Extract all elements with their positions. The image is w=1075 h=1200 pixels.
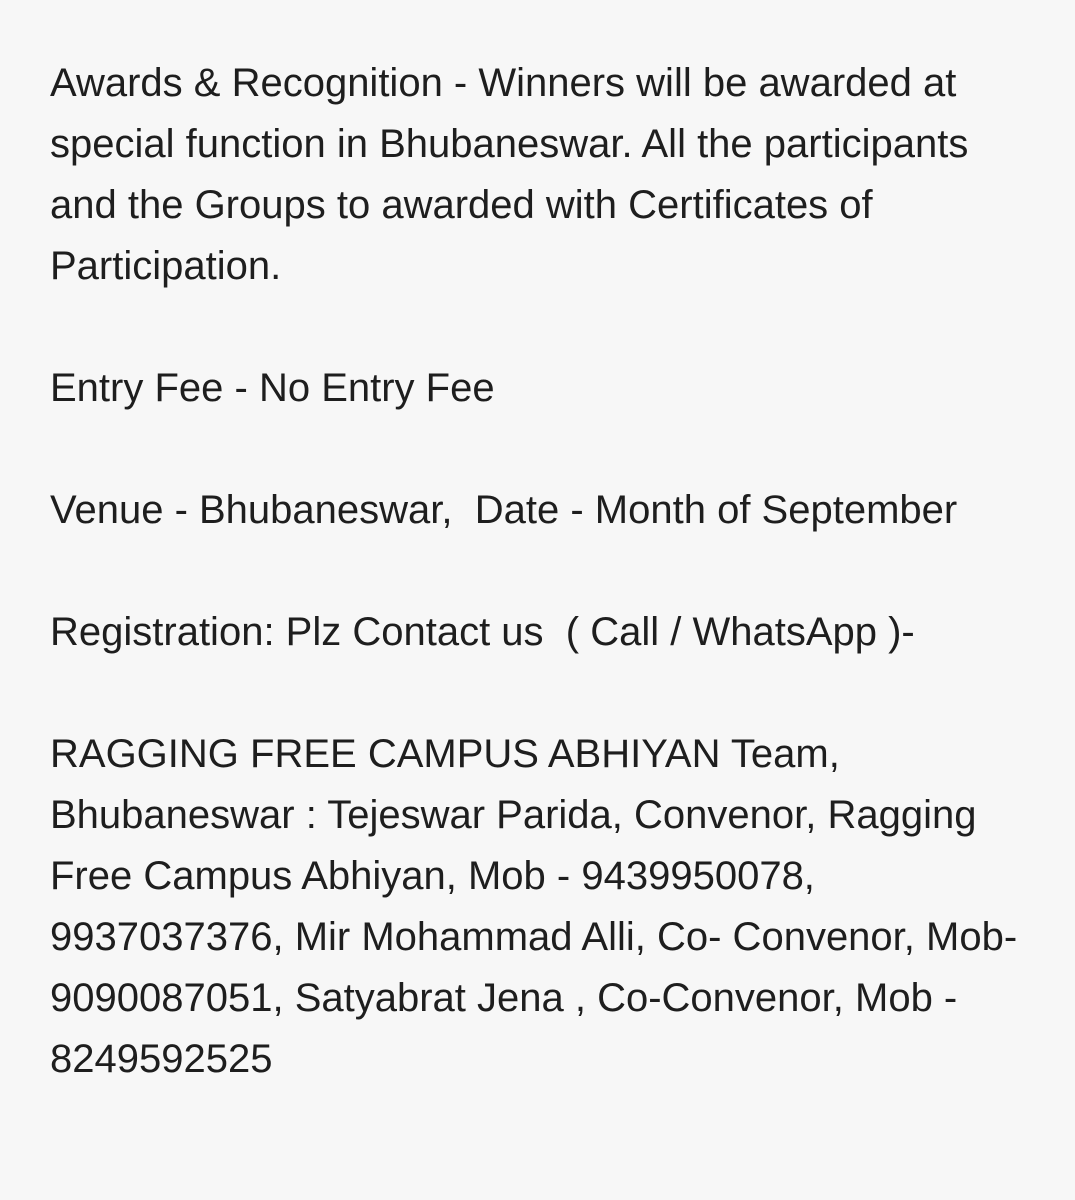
team-contacts-paragraph: RAGGING FREE CAMPUS ABHIYAN Team, Bhubaneswar : Tejeswar Parida, Convenor, Ragging Free Campus Abhiyan, Mob - 9439950078, 9937037376, Mir Mohammad Alli, Co- Convenor, Mob- 9090087051, Satyabrat Jena , Co-Convenor, Mob - 8249592525 <box>50 732 1029 1081</box>
venue-date-paragraph: Venue - Bhubaneswar, Date - Month of September <box>50 488 958 532</box>
note-body <box>50 53 1040 1090</box>
entry-fee-paragraph: Entry Fee - No Entry Fee <box>50 366 495 410</box>
awards-paragraph: Awards & Recognition - Winners will be awarded at special function in Bhubaneswar. All the participants and the Groups to awarded with Certificates of Participation. <box>50 61 980 288</box>
registration-paragraph: Registration: Plz Contact us ( Call / WhatsApp )- <box>50 610 915 654</box>
